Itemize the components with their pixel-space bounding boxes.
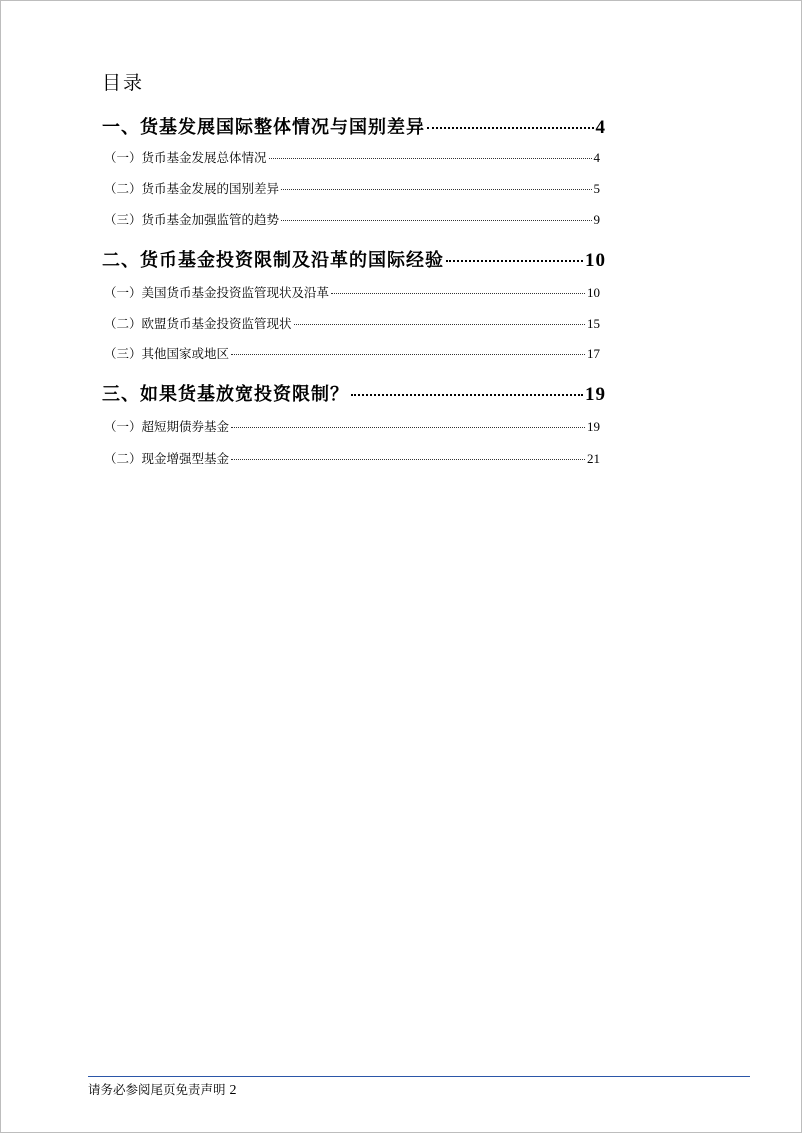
toc-item-label: （一）美国货币基金投资监管现状及沿革 <box>104 285 330 300</box>
toc-item-label: （二）欧盟货币基金投资监管现状 <box>104 316 292 331</box>
toc-item-label: （三）其他国家或地区 <box>104 346 230 361</box>
toc-item-label: （一）超短期债券基金 <box>104 419 230 434</box>
dot-leader <box>427 127 594 129</box>
toc-item[interactable] <box>104 417 600 435</box>
footer <box>88 1080 237 1099</box>
dot-leader <box>446 260 583 262</box>
toc-item[interactable] <box>104 283 600 301</box>
toc-section-label: 一、货基发展国际整体情况与国别差异 <box>102 117 425 138</box>
footer-disclaimer: 请务必参阅尾页免责声明 <box>88 1082 226 1097</box>
toc-item-label: （三）货币基金加强监管的趋势 <box>104 212 280 227</box>
dot-leader <box>351 394 583 396</box>
dot-leader <box>281 220 591 221</box>
toc-item[interactable] <box>104 148 600 166</box>
footer-divider <box>88 1076 750 1077</box>
toc-item-label: （二）货币基金发展的国别差异 <box>104 181 280 196</box>
toc-page-number: 9 <box>593 212 600 227</box>
toc-page-number: 10 <box>587 285 600 300</box>
toc-item[interactable] <box>104 314 600 332</box>
toc-page-number: 4 <box>593 150 600 165</box>
toc-title: 目录 <box>102 72 145 94</box>
toc-item[interactable] <box>104 210 600 228</box>
toc-section-label: 二、货币基金投资限制及沿革的国际经验 <box>102 250 444 271</box>
dot-leader <box>331 293 585 294</box>
dot-leader <box>269 158 592 159</box>
toc-page-number: 21 <box>587 451 600 466</box>
toc-page-number: 10 <box>585 250 606 271</box>
toc-item[interactable] <box>104 344 600 362</box>
toc-page-number: 19 <box>585 384 606 405</box>
toc-section-3[interactable] <box>102 380 606 406</box>
toc-page-number: 19 <box>587 419 600 434</box>
toc-item[interactable] <box>104 449 600 467</box>
toc-item[interactable] <box>104 179 600 197</box>
toc-page-number: 17 <box>587 346 600 361</box>
dot-leader <box>231 427 585 428</box>
dot-leader <box>281 189 591 190</box>
toc-item-label: （一）货币基金发展总体情况 <box>104 150 267 165</box>
dot-leader <box>231 459 585 460</box>
toc-page-number: 4 <box>595 117 606 138</box>
toc-item-label: （二）现金增强型基金 <box>104 451 230 466</box>
footer-page-number: 2 <box>229 1083 237 1098</box>
toc-section-1[interactable] <box>102 113 606 139</box>
toc-section-2[interactable] <box>102 246 606 272</box>
toc-section-label: 三、如果货基放宽投资限制？ <box>102 384 349 405</box>
toc-page-number: 5 <box>593 181 600 196</box>
dot-leader <box>231 354 585 355</box>
toc-page-number: 15 <box>587 316 600 331</box>
dot-leader <box>294 324 585 325</box>
